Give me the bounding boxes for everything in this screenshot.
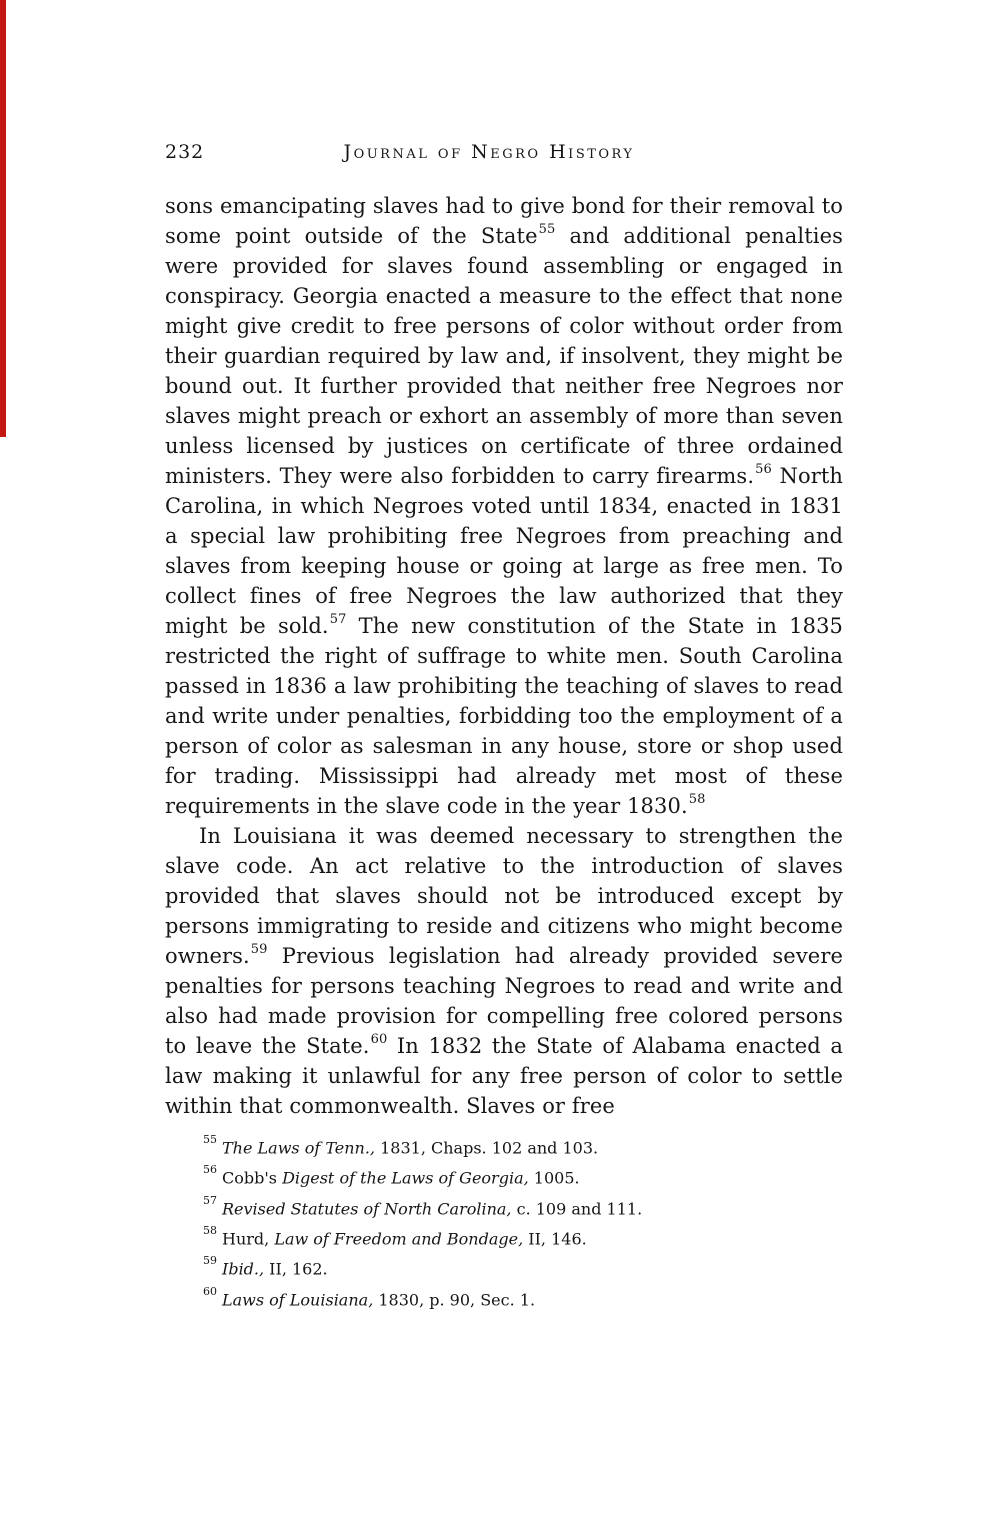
- footnote-60: [203, 1283, 843, 1313]
- footnote-number: 56: [203, 1163, 217, 1177]
- page-number: 232: [165, 141, 205, 163]
- footnote-ref-57: 57: [329, 612, 347, 627]
- footnote-text: 1831, Chaps. 102 and 103.: [375, 1138, 599, 1158]
- paragraph-text: and additional penalties were provided for slaves found assembling or engaged in conspiracy. Georgia enacted a measure to the effect that none might give credit to free persons of color without order from their guardian required by law and, if insolvent, they might be bound out. It further provided that neither free Negroes nor slaves might preach or exhort an assembly of more than seven unless licensed by justices on certificate of three ordained ministers. They were also forbidden to carry firearms.: [165, 224, 844, 488]
- footnote-55: [203, 1131, 843, 1161]
- footnote-text: Cobb's: [222, 1168, 283, 1188]
- journal-title: Journal of Negro History: [343, 141, 635, 163]
- footnote-work-title: Law of Freedom and Bondage,: [274, 1229, 524, 1249]
- footnote-ref-60: 60: [370, 1032, 388, 1047]
- footnote-number: 58: [203, 1223, 217, 1237]
- footnote-work-title: Digest of the Laws of Georgia,: [282, 1168, 529, 1188]
- page-content: [165, 141, 843, 1313]
- footnote-text: 1005.: [528, 1168, 580, 1188]
- footnote-text: Hurd,: [222, 1229, 275, 1249]
- paragraph-text: In Louisiana it was deemed necessary to strengthen the slave code. An act relative to the introduction of slaves provided that slaves should not be introduced except by persons immigrating to reside and citizens who might become owners.: [165, 824, 843, 968]
- footnotes-block: [203, 1131, 843, 1313]
- footnote-56: [203, 1161, 843, 1191]
- paragraph-1: [165, 191, 843, 821]
- footnote-58: [203, 1222, 843, 1252]
- footnote-text: II, 162.: [264, 1259, 328, 1279]
- footnote-work-title: Revised Statutes of North Carolina,: [222, 1198, 512, 1218]
- footnote-ref-55: 55: [538, 222, 556, 237]
- footnote-text: 1830, p. 90, Sec. 1.: [373, 1289, 536, 1309]
- footnote-number: 60: [203, 1284, 217, 1298]
- footnote-work-title: The Laws of Tenn.,: [222, 1138, 376, 1158]
- paragraph-text: In 1832 the State of Alabama enacted a law making it unlawful for any free person of color to settle within that commonwealth. Slaves or free: [165, 1034, 843, 1118]
- footnote-59: [203, 1252, 843, 1282]
- footnote-ref-58: 58: [688, 792, 706, 807]
- footnote-ref-59: 59: [250, 942, 268, 957]
- footnote-text: c. 109 and 111.: [511, 1198, 643, 1218]
- red-scan-artifact-line: [0, 0, 6, 437]
- paragraph-text: North Carolina, in which Negroes voted until 1834, enacted in 1831 a special law prohibiting free Negroes from preaching and slaves from keeping house or going at large as free men. To collect fines of free Negroes the law authorized that they might be sold.: [165, 464, 843, 638]
- footnote-number: 57: [203, 1193, 217, 1207]
- running-header: [165, 141, 843, 167]
- footnote-text: II, 146.: [523, 1229, 587, 1249]
- footnote-ref-56: 56: [755, 462, 772, 477]
- footnote-work-title: Ibid.,: [222, 1259, 265, 1279]
- paragraph-text: Previous legislation had already provided severe penalties for persons teaching Negroes to read and write and also had made provision for compelling free colored persons to leave the State.: [165, 944, 843, 1058]
- paragraph-text: The new constitution of the State in 1835 restricted the right of suffrage to white men. South Carolina passed in 1836 a law prohibiting the teaching of slaves to read and write under penalties, forbidding too the employment of a person of color as salesman in any house, store or shop used for trading. Mississippi had already met most of these requirements in the slave code in the year 1830.: [165, 614, 843, 818]
- footnote-57: [203, 1192, 843, 1222]
- paragraph-2: [165, 821, 843, 1121]
- footnote-work-title: Laws of Louisiana,: [222, 1289, 374, 1309]
- paragraph-text: sons emancipating slaves had to give bond for their removal to some point outside of the State: [165, 194, 843, 248]
- footnote-number: 59: [203, 1254, 217, 1268]
- footnote-number: 55: [203, 1133, 217, 1146]
